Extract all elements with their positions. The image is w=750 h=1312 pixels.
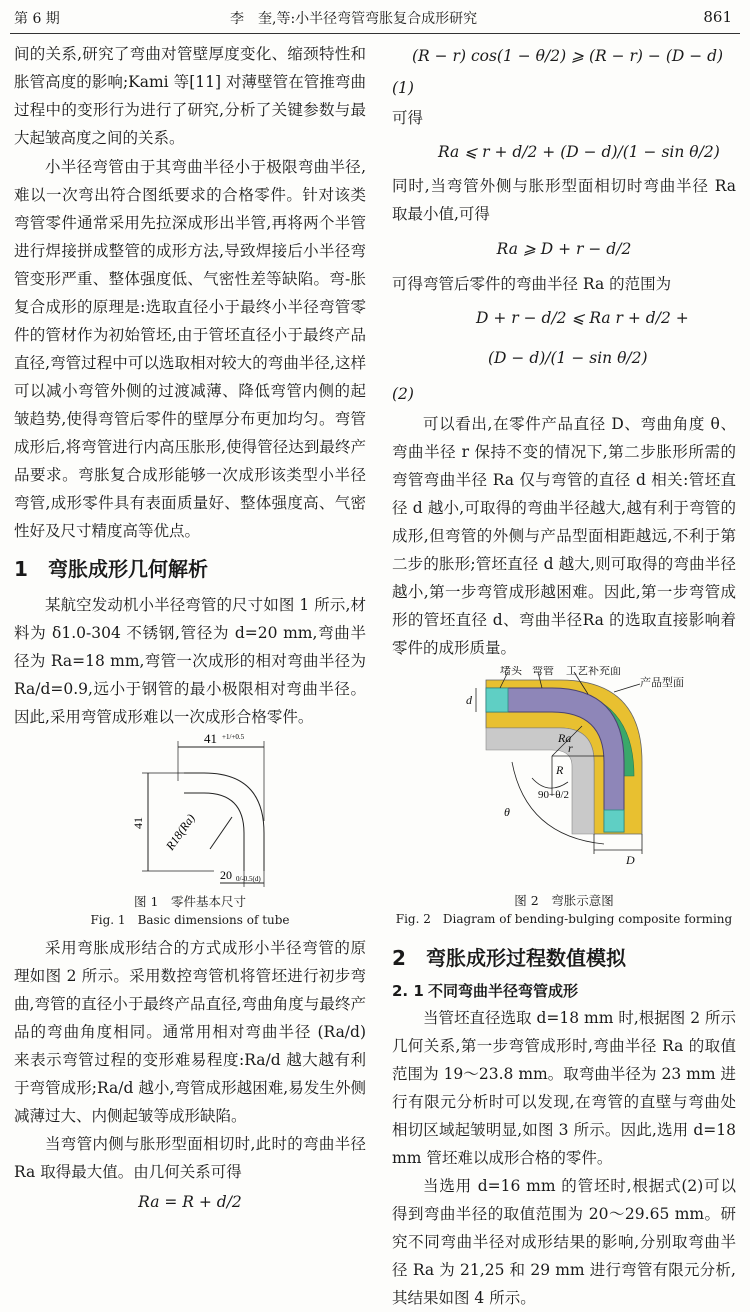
dim-bottom-tolerance: 0/-0.5(d) xyxy=(236,875,261,883)
paragraph-4: 采用弯胀成形结合的方式成形小半径弯管的原理如图 2 所示。采用数控弯管机将管坯进行初步弯曲,弯管的直径小于最终产品直径,弯曲角度与最终产品的弯曲角度相同。通常用相对弯曲半径 (Ra/d) 来表示弯管过程的变形难易程度:Ra/d 越大越有利于弯管成形;Ra/d 越小,弯管成形越困难,易发生外侧减薄过大、内侧起皱等成形缺陷。 xyxy=(14,939,366,1125)
paragraph-1: 间的关系,研究了弯曲对管壁厚度变化、缩颈特性和胀管高度的影响;Kami 等[11] 对薄壁管在管推弯曲过程中的变形行为进行了研究,分析了关键参数与最大起皱高度之间的关系。 xyxy=(14,45,366,147)
right-column xyxy=(392,40,736,1312)
tube-outer-edge xyxy=(184,773,264,871)
equation-1-row xyxy=(392,40,736,104)
label-tube: 弯管 xyxy=(532,666,554,677)
paragraph-5: 当弯管内侧与胀形型面相切时,此时的弯曲半径 Ra 取得最大值。由几何关系可得 xyxy=(14,1135,366,1181)
issue-label: 第 6 期 xyxy=(14,11,60,27)
page-header xyxy=(0,0,750,34)
label-angle: 90−θ/2 xyxy=(538,789,570,801)
label-R: R xyxy=(556,763,564,777)
subsection-2-1-title: 不同弯曲半径弯管成形 xyxy=(428,982,579,1000)
paragraph-r4: 可以看出,在零件产品直径 D、弯曲角度 θ、弯曲半径 r 保持不变的情况下,第二步胀形所需的弯管弯曲半径 Ra 仅与弯管的直径 d 相关:管坯直径 d 越小,可取得的弯曲半径越大,越有利于弯管的成形,但弯管的外侧与产品型面相距越远,不利于第二步的胀形;管坯直径 d 越大,则可取得的弯曲半径越小,第一步弯管成形越困难。因此,第一步弯管成形的管坯直径 d、弯曲半径Ra 的选取直接影响着零件的成形质量。 xyxy=(392,415,736,657)
equation-1: (R − r) cos(1 − θ/2) ⩾ (R − r) − (D − d) xyxy=(412,47,724,65)
figure-1-drawing xyxy=(14,731,366,889)
dim-top-tolerance: +1/+0.5 xyxy=(222,733,245,741)
radius-leader xyxy=(210,817,232,849)
figure-2-caption-en: Fig. 2 Diagram of bending-bulging composite forming xyxy=(395,912,733,926)
figure-1-caption-cn: 图 1 零件基本尺寸 xyxy=(134,894,246,909)
section-2-title: 弯胀成形过程数值模拟 xyxy=(426,946,626,970)
subsection-2-1-heading xyxy=(392,978,736,1004)
equation-2-row xyxy=(392,338,736,410)
paragraph-r1: 可得 xyxy=(392,109,424,127)
dim-left-label: 41 xyxy=(131,817,145,829)
subsection-2-1-number: 2. 1 xyxy=(392,982,424,1000)
section-1-title: 弯胀成形几何解析 xyxy=(48,557,208,581)
equation-2-line-1: D + r − d/2 ⩽ Ra r + d/2 + xyxy=(476,309,689,327)
header-rule xyxy=(10,33,740,34)
label-fill: 工艺补充面 xyxy=(566,666,621,677)
section-2-number: 2 xyxy=(392,946,406,970)
paragraph-r2: 同时,当弯管外侧与胀形型面相切时弯曲半径 Ra 取最小值,可得 xyxy=(392,177,736,223)
paragraph-2: 小半径弯管由于其弯曲半径小于极限弯曲半径,难以一次弯出符合图纸要求的合格零件。针对该类弯管零件通常采用先拉深成形出半管,再将两个半管进行焊接拼成整管的成形方法,导致焊接后小半径弯管变形严重、整体强度低、气密性差等缺陷。弯-胀复合成形的原理是:选取直径小于最终小半径弯管零件的管材作为初始管坯,由于管坯直径小于最终产品直径,弯管过程中可以选取相对较大的弯曲半径,这样可以减小弯管外侧的过渡减薄、降低弯管内侧的起皱趋势,使得弯管后零件的壁厚分布更加均匀。弯管成形后,将弯管进行内高压胀形,使得管径达到最终产品要求。弯胀复合成形能够一次成形该类型小半径弯管,成形零件具有表面质量好、整体强度高、气密性好及尺寸精度高等优点。 xyxy=(14,158,366,540)
equation-ra-ge: Ra ⩾ D + r − d/2 xyxy=(496,240,632,258)
paragraph-r5: 当管坯直径选取 d=18 mm 时,根据图 2 所示几何关系,第一步弯管成形时,弯曲半径 Ra 的取值范围为 19～23.8 mm。取弯曲半径为 23 mm 进行有限元分析时可以发现,在弯管的直壁与弯曲处相切区域起皱明显,如图 3 所示。因此,选用 d=18 mm 管坯难以成形合格的零件。 xyxy=(392,1009,736,1167)
plug-bottom xyxy=(604,810,624,832)
label-r: r xyxy=(568,741,573,755)
equation-ra-le: Ra ⩽ r + d/2 + (D − d)/(1 − sin θ/2) xyxy=(438,143,720,161)
equation-2-line-2: (D − d)/(1 − sin θ/2) xyxy=(488,349,648,367)
label-D: D xyxy=(626,853,635,867)
label-plug: 堵头 xyxy=(500,666,522,677)
label-product: 产品型面 xyxy=(640,677,684,689)
figure-2-drawing xyxy=(392,666,736,882)
section-1-heading xyxy=(14,551,366,587)
paragraph-r3: 可得弯管后零件的弯曲半径 Ra 的范围为 xyxy=(392,275,672,293)
equation-2-number: (2) xyxy=(392,385,414,403)
equation-ra-max: Ra = R + d/2 xyxy=(138,1193,242,1211)
section-1-number: 1 xyxy=(14,557,28,581)
dim-top-label: 41 xyxy=(204,731,217,746)
figure-2-caption-cn: 图 2 弯胀示意图 xyxy=(514,893,614,908)
angle-arc xyxy=(532,778,568,788)
paragraph-3: 某航空发动机小半径弯管的尺寸如图 1 所示,材料为 δ1.0-304 不锈钢,管径为 d=20 mm,弯曲半径为 Ra=18 mm,弯管一次成形的相对弯曲半径为 Ra/d=0.9,远小于钢管的最小极限相对弯曲半径。因此,采用弯管成形难以一次成形合格零件。 xyxy=(14,596,366,726)
label-Ra: Ra xyxy=(558,731,572,745)
figure-1 xyxy=(14,731,366,926)
running-title: 李 奎,等:小半径弯管弯胀复合成形研究 xyxy=(230,11,478,27)
figure-2 xyxy=(392,666,736,928)
section-2-heading xyxy=(392,940,736,976)
radius-label: R18(Ra) xyxy=(162,811,198,853)
page-number: 861 xyxy=(703,8,732,26)
paragraph-r6: 当选用 d=16 mm 的管坯时,根据式(2)可以得到弯曲半径的取值范围为 20～29.65 mm。研究不同弯曲半径对成形结果的影响,分别取弯曲半径 Ra 为 21,25 和 29 mm 进行弯管有限元分析,其结果如图 4 所示。 xyxy=(392,1177,736,1307)
plug-top xyxy=(486,688,508,712)
equation-1-number: (1) xyxy=(392,79,414,97)
figure-1-caption-en: Fig. 1 Basic dimensions of tube xyxy=(90,913,290,927)
label-d: d xyxy=(466,693,472,707)
dim-bottom-label: 20 xyxy=(220,868,232,882)
label-theta: θ xyxy=(504,805,510,819)
tube-inner-edge xyxy=(184,793,244,871)
left-column xyxy=(14,40,366,1218)
